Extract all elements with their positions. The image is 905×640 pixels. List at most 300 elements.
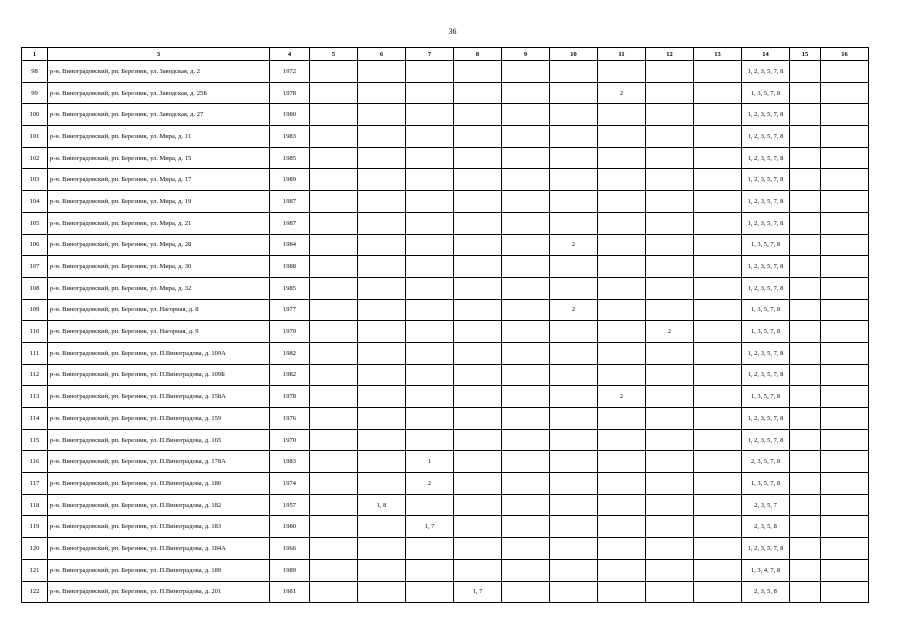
table-cell (550, 82, 598, 104)
table-cell (694, 364, 742, 386)
table-cell (598, 581, 646, 603)
table-cell (790, 538, 821, 560)
table-cell (406, 364, 454, 386)
table-row (22, 429, 869, 451)
table-cell (821, 299, 869, 321)
table-cell (310, 61, 358, 83)
address-cell: р-н. Виноградовский, рп. Березник, ул. Заводская, д. 2 (48, 61, 270, 83)
table-cell: 104 (22, 191, 48, 213)
table-cell (550, 408, 598, 430)
table-cell (358, 234, 406, 256)
table-cell (646, 169, 694, 191)
address-cell: р-н. Виноградовский, рп. Березник, ул. Мира, д. 30 (48, 256, 270, 278)
table-cell (598, 451, 646, 473)
table-cell (358, 451, 406, 473)
table-cell (694, 408, 742, 430)
table-cell: 1, 2, 3, 5, 7, 8 (742, 191, 790, 213)
table-cell (358, 473, 406, 495)
table-cell: 99 (22, 82, 48, 104)
table-row (22, 147, 869, 169)
column-header: 5 (310, 48, 358, 61)
table-cell (694, 559, 742, 581)
table-cell (454, 473, 502, 495)
table-cell (502, 256, 550, 278)
table-cell: 113 (22, 386, 48, 408)
table-cell (550, 191, 598, 213)
table-cell: 1, 2, 3, 5, 7, 8 (742, 429, 790, 451)
table-cell: 1977 (270, 299, 310, 321)
table-cell (310, 429, 358, 451)
table-cell (694, 169, 742, 191)
table-cell (646, 212, 694, 234)
table-cell (358, 429, 406, 451)
table-cell (502, 126, 550, 148)
table-cell: 1976 (270, 408, 310, 430)
address-cell: р-н. Виноградовский, рп. Березник, ул. Мира, д. 15 (48, 147, 270, 169)
table-cell (310, 126, 358, 148)
table-cell: 1, 3, 5, 7, 8 (742, 299, 790, 321)
table-cell: 100 (22, 104, 48, 126)
table-cell (790, 516, 821, 538)
table-cell (310, 321, 358, 343)
table-cell (790, 299, 821, 321)
table-cell: 1, 2, 3, 5, 7, 8 (742, 408, 790, 430)
table-cell (454, 299, 502, 321)
table-cell (694, 451, 742, 473)
table-cell (358, 191, 406, 213)
table-cell: 1978 (270, 82, 310, 104)
table-cell: 1, 2, 3, 5, 7, 8 (742, 104, 790, 126)
table-cell (502, 147, 550, 169)
table-cell (598, 494, 646, 516)
table-cell (821, 516, 869, 538)
table-cell: 2 (598, 82, 646, 104)
table-cell (821, 473, 869, 495)
address-cell: р-н. Виноградовский, рп. Березник, ул. П.Виноградова, д. 159 (48, 408, 270, 430)
table-cell (358, 581, 406, 603)
table-cell (406, 538, 454, 560)
table-cell (454, 277, 502, 299)
table-cell (821, 494, 869, 516)
table-cell: 1, 3, 5, 7, 8 (742, 234, 790, 256)
address-cell: р-н. Виноградовский, рп. Березник, ул. П.Виноградова, д. 158А (48, 386, 270, 408)
column-header: 4 (270, 48, 310, 61)
table-cell (502, 212, 550, 234)
table-cell (646, 408, 694, 430)
table-cell: 114 (22, 408, 48, 430)
table-cell (821, 559, 869, 581)
table-cell (310, 386, 358, 408)
table-cell: 1987 (270, 212, 310, 234)
table-cell (454, 364, 502, 386)
table-cell (550, 277, 598, 299)
table-cell (598, 256, 646, 278)
table-cell (454, 61, 502, 83)
table-row (22, 169, 869, 191)
table-cell (821, 538, 869, 560)
table-cell (694, 538, 742, 560)
table-cell: 118 (22, 494, 48, 516)
table-cell (598, 342, 646, 364)
table-cell: 115 (22, 429, 48, 451)
table-cell (454, 494, 502, 516)
address-cell: р-н. Виноградовский, рп. Березник, ул. П.Виноградова, д. 180 (48, 473, 270, 495)
table-cell (550, 451, 598, 473)
table-cell: 1988 (270, 256, 310, 278)
table-cell: 116 (22, 451, 48, 473)
table-cell: 112 (22, 364, 48, 386)
table-cell (598, 429, 646, 451)
table-cell: 1957 (270, 494, 310, 516)
table-cell: 1, 2, 3, 5, 7, 8 (742, 277, 790, 299)
table-cell: 1, 3, 5, 7, 8 (742, 82, 790, 104)
table-cell (358, 386, 406, 408)
table-cell (406, 559, 454, 581)
column-header: 13 (694, 48, 742, 61)
table-cell (694, 321, 742, 343)
table-cell (550, 169, 598, 191)
table-cell (310, 82, 358, 104)
table-cell (502, 494, 550, 516)
table-cell (454, 82, 502, 104)
table-cell: 1987 (270, 191, 310, 213)
column-header: 8 (454, 48, 502, 61)
table-cell (502, 473, 550, 495)
table-row (22, 408, 869, 430)
table-cell: 1, 2, 3, 5, 7, 8 (742, 212, 790, 234)
table-row (22, 212, 869, 234)
table-cell (821, 429, 869, 451)
table-cell (598, 212, 646, 234)
table-cell (310, 494, 358, 516)
table-row (22, 342, 869, 364)
column-header: 10 (550, 48, 598, 61)
table-cell (694, 277, 742, 299)
table-cell (502, 104, 550, 126)
address-cell: р-н. Виноградовский, рп. Березник, ул. П.Виноградова, д. 183 (48, 516, 270, 538)
table-row (22, 386, 869, 408)
table-cell: 2 (598, 386, 646, 408)
table-cell (598, 408, 646, 430)
table-cell (310, 277, 358, 299)
table-cell (454, 321, 502, 343)
address-cell: р-н. Виноградовский, рп. Березник, ул. Нагорная, д. 8 (48, 299, 270, 321)
table-cell (310, 299, 358, 321)
table-cell (790, 473, 821, 495)
table-row (22, 559, 869, 581)
table-cell (454, 386, 502, 408)
table-cell (821, 126, 869, 148)
table-cell (550, 256, 598, 278)
table-cell (406, 277, 454, 299)
table-cell (646, 147, 694, 169)
table-cell: 1, 2, 3, 5, 7, 8 (742, 61, 790, 83)
table-cell (821, 82, 869, 104)
table-cell (790, 82, 821, 104)
table-cell (694, 191, 742, 213)
table-cell (406, 212, 454, 234)
table-row (22, 299, 869, 321)
table-cell (502, 342, 550, 364)
table-cell (790, 126, 821, 148)
table-cell (310, 169, 358, 191)
address-cell: р-н. Виноградовский, рп. Березник, ул. Мира, д. 32 (48, 277, 270, 299)
table-cell (454, 559, 502, 581)
table-cell (406, 429, 454, 451)
table-cell: 1, 2, 3, 5, 7, 8 (742, 364, 790, 386)
table-cell (598, 473, 646, 495)
column-header: 7 (406, 48, 454, 61)
table-cell (550, 581, 598, 603)
address-cell: р-н. Виноградовский, рп. Березник, ул. П.Виноградова, д. 182 (48, 494, 270, 516)
table-cell: 1, 7 (454, 581, 502, 603)
table-cell: 1, 3, 4, 7, 8 (742, 559, 790, 581)
table-cell: 1, 2, 3, 5, 7, 8 (742, 126, 790, 148)
table-cell (502, 321, 550, 343)
table-cell (821, 364, 869, 386)
table-cell (646, 299, 694, 321)
table-cell (502, 299, 550, 321)
column-header: 3 (48, 48, 270, 61)
table-cell (406, 386, 454, 408)
table-cell (790, 429, 821, 451)
table-cell (358, 538, 406, 560)
table-cell: 1980 (270, 104, 310, 126)
table-cell (790, 256, 821, 278)
table-row (22, 61, 869, 83)
table-cell (310, 516, 358, 538)
table-cell (790, 408, 821, 430)
table-cell (310, 581, 358, 603)
table-row (22, 191, 869, 213)
table-cell: 1, 2, 3, 5, 7, 8 (742, 256, 790, 278)
table-cell (790, 451, 821, 473)
table-cell (646, 386, 694, 408)
table-cell (454, 516, 502, 538)
table-cell (310, 147, 358, 169)
table-cell (502, 82, 550, 104)
table-cell (694, 386, 742, 408)
table-cell (694, 82, 742, 104)
table-cell (790, 386, 821, 408)
address-cell: р-н. Виноградовский, рп. Березник, ул. П.Виноградова, д. 189 (48, 559, 270, 581)
table-cell (454, 451, 502, 473)
table-cell (406, 169, 454, 191)
column-header: 12 (646, 48, 694, 61)
table-cell (358, 321, 406, 343)
table-cell (550, 429, 598, 451)
table-cell (821, 61, 869, 83)
table-cell (598, 104, 646, 126)
table-cell (502, 581, 550, 603)
table-cell (502, 364, 550, 386)
address-cell: р-н. Виноградовский, рп. Березник, ул. Мира, д. 19 (48, 191, 270, 213)
table-cell (406, 342, 454, 364)
table-row (22, 234, 869, 256)
table-cell (310, 104, 358, 126)
table-cell (646, 581, 694, 603)
table-cell (454, 104, 502, 126)
address-cell: р-н. Виноградовский, рп. Березник, ул. П.Виноградова, д. 201 (48, 581, 270, 603)
table-cell (790, 191, 821, 213)
table-cell: 103 (22, 169, 48, 191)
table-cell (821, 277, 869, 299)
table-cell: 2 (646, 321, 694, 343)
table-cell (598, 299, 646, 321)
table-cell (646, 451, 694, 473)
table-cell: 121 (22, 559, 48, 581)
table-cell (694, 234, 742, 256)
table-cell (502, 277, 550, 299)
table-cell (694, 581, 742, 603)
table-cell: 1979 (270, 321, 310, 343)
table-cell (790, 559, 821, 581)
table-cell (502, 234, 550, 256)
table-cell (790, 364, 821, 386)
address-cell: р-н. Виноградовский, рп. Березник, ул. Заводская, д. 27 (48, 104, 270, 126)
table-cell (358, 299, 406, 321)
table-cell (310, 364, 358, 386)
table-cell (550, 559, 598, 581)
table-cell (310, 538, 358, 560)
table-row (22, 494, 869, 516)
table-cell: 102 (22, 147, 48, 169)
table-cell: 1981 (270, 581, 310, 603)
table-cell (358, 342, 406, 364)
table-cell (550, 61, 598, 83)
table-cell (646, 494, 694, 516)
table-cell (646, 126, 694, 148)
table-cell (790, 169, 821, 191)
column-header: 11 (598, 48, 646, 61)
table-cell (454, 234, 502, 256)
table-cell: 1, 2, 3, 5, 7, 8 (742, 147, 790, 169)
table-cell (790, 212, 821, 234)
table-cell (598, 538, 646, 560)
table-cell (358, 408, 406, 430)
table-cell: 1, 2, 3, 5, 7, 8 (742, 342, 790, 364)
table-cell (406, 82, 454, 104)
page-number: 36 (448, 27, 457, 36)
table-cell (502, 538, 550, 560)
table-cell: 1, 7 (406, 516, 454, 538)
table-cell (358, 256, 406, 278)
table-cell (502, 386, 550, 408)
table-cell: 122 (22, 581, 48, 603)
table-cell (694, 473, 742, 495)
table-cell (358, 126, 406, 148)
table-cell: 109 (22, 299, 48, 321)
table-cell (550, 516, 598, 538)
table-cell (598, 147, 646, 169)
table-row (22, 364, 869, 386)
table-cell: 1, 2, 3, 5, 7, 8 (742, 169, 790, 191)
table-cell: 1, 2, 3, 5, 7, 8 (742, 538, 790, 560)
table-cell: 1, 3, 5, 7, 8 (742, 321, 790, 343)
table-cell (646, 256, 694, 278)
table-cell (821, 581, 869, 603)
table-cell (821, 321, 869, 343)
table-cell (550, 126, 598, 148)
table-cell: 98 (22, 61, 48, 83)
table-cell (454, 538, 502, 560)
table-cell (790, 147, 821, 169)
table-row (22, 516, 869, 538)
table-cell: 2 (406, 473, 454, 495)
table-cell (646, 559, 694, 581)
table-cell (406, 321, 454, 343)
table-cell: 1, 8 (358, 494, 406, 516)
table-cell (646, 82, 694, 104)
table-cell (790, 494, 821, 516)
table-cell (598, 277, 646, 299)
table-row (22, 82, 869, 104)
table-cell (406, 299, 454, 321)
table-cell (821, 234, 869, 256)
table-cell (310, 408, 358, 430)
table-cell (310, 342, 358, 364)
table-cell (790, 321, 821, 343)
table-cell (358, 169, 406, 191)
table-cell (406, 147, 454, 169)
table-cell: 110 (22, 321, 48, 343)
table-cell (598, 559, 646, 581)
address-cell: р-н. Виноградовский, рп. Березник, ул. Заводская, д. 25Б (48, 82, 270, 104)
table-cell (550, 364, 598, 386)
table-cell (646, 364, 694, 386)
table-cell (406, 581, 454, 603)
table-cell: 1 (406, 451, 454, 473)
table-cell (454, 342, 502, 364)
address-cell: р-н. Виноградовский, рп. Березник, ул. Нагорная, д. 9 (48, 321, 270, 343)
table-cell (790, 234, 821, 256)
table-cell: 1978 (270, 386, 310, 408)
table-cell: 1980 (270, 516, 310, 538)
table-cell (502, 169, 550, 191)
table-cell (406, 191, 454, 213)
table-row (22, 451, 869, 473)
address-cell: р-н. Виноградовский, рп. Березник, ул. Мира, д. 28 (48, 234, 270, 256)
table-cell (502, 451, 550, 473)
table-cell (821, 104, 869, 126)
table-cell (454, 429, 502, 451)
table-row (22, 277, 869, 299)
table-cell (406, 126, 454, 148)
table-cell (406, 494, 454, 516)
table-cell: 1983 (270, 126, 310, 148)
table-cell (821, 191, 869, 213)
table-cell: 1970 (270, 429, 310, 451)
table-cell: 1983 (270, 451, 310, 473)
address-cell: р-н. Виноградовский, рп. Березник, ул. П.Виноградова, д. 109А (48, 342, 270, 364)
table-cell (790, 61, 821, 83)
column-header: 14 (742, 48, 790, 61)
table-row (22, 538, 869, 560)
table-cell (694, 429, 742, 451)
table-cell (310, 191, 358, 213)
table-row (22, 126, 869, 148)
table-cell: 120 (22, 538, 48, 560)
table-cell (646, 538, 694, 560)
table-cell: 2 (550, 299, 598, 321)
table-cell (821, 342, 869, 364)
table-cell (358, 559, 406, 581)
table-cell (646, 191, 694, 213)
table-cell (790, 277, 821, 299)
table-cell (454, 169, 502, 191)
table-cell: 2, 3, 5, 7, 8 (742, 451, 790, 473)
table-cell (598, 516, 646, 538)
